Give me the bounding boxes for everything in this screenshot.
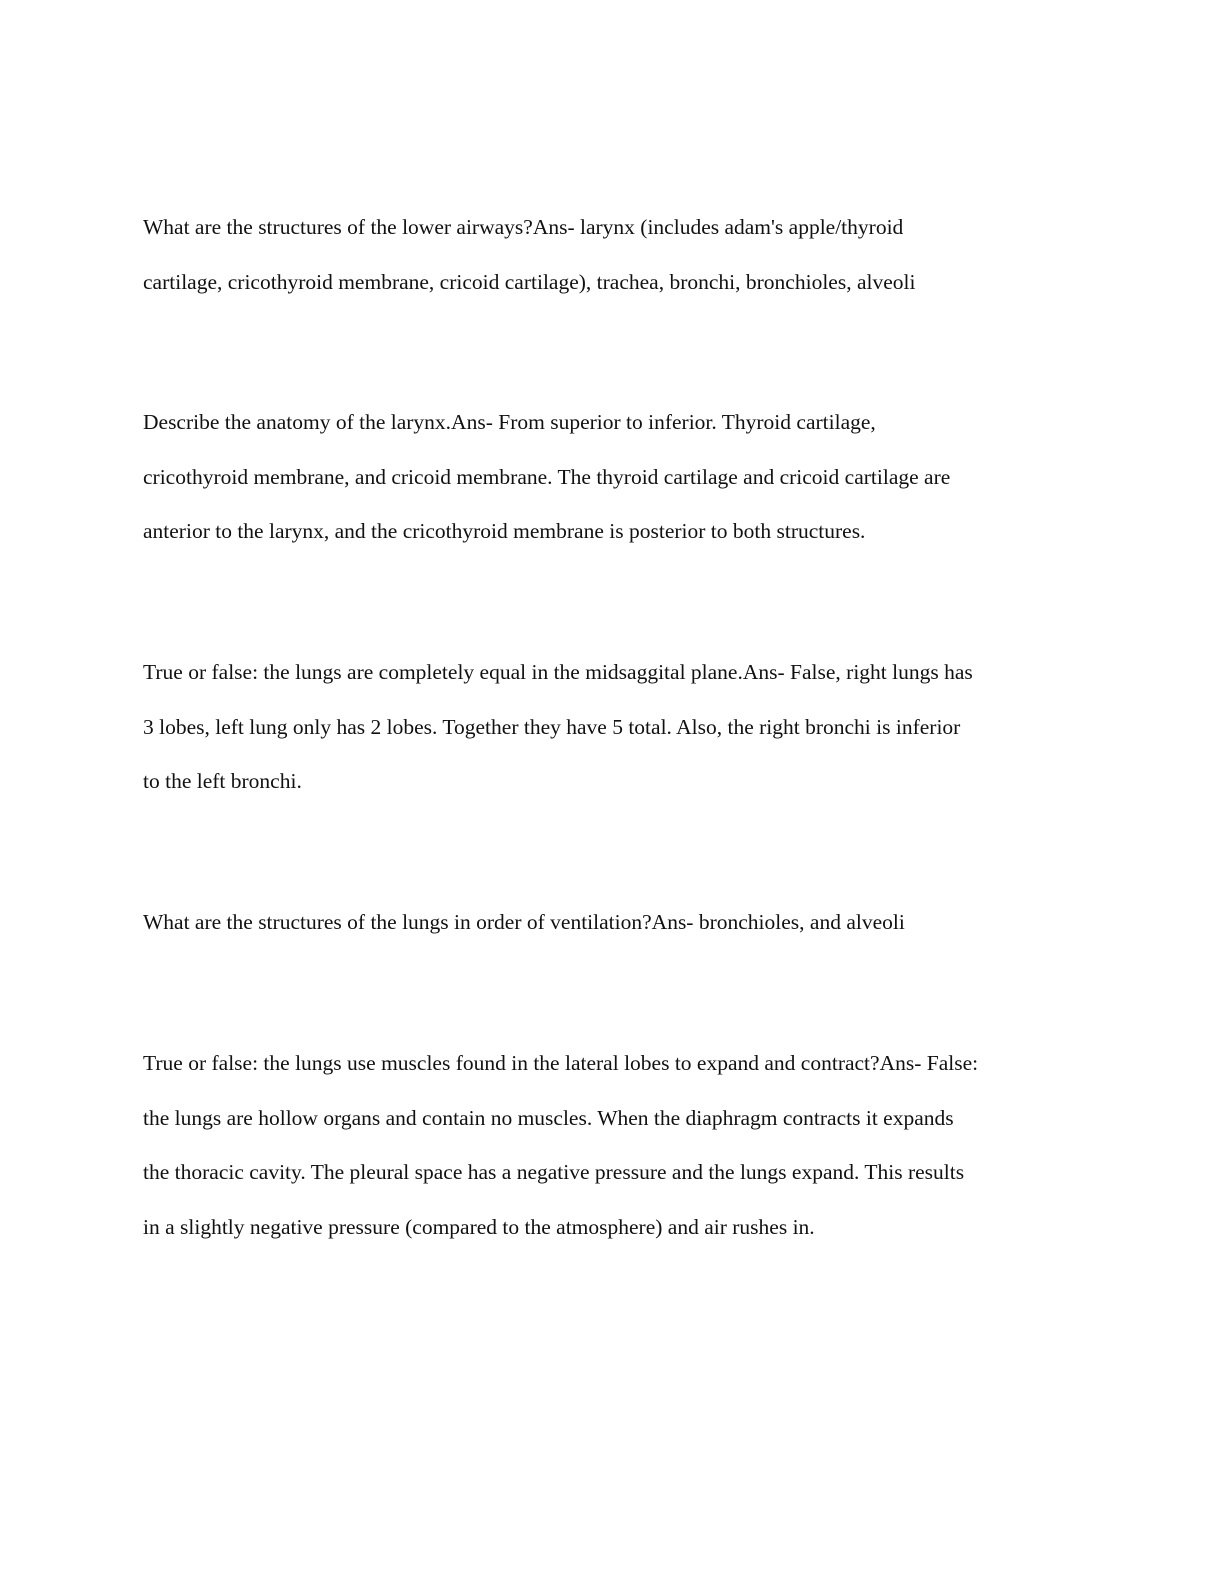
qa-paragraph	[143, 200, 1083, 309]
text-line: Describe the anatomy of the larynx.Ans- From superior to inferior. Thyroid cartilage,	[143, 410, 876, 434]
text-line: cartilage, cricothyroid membrane, cricoid cartilage), trachea, bronchi, bronchioles, alveoli	[143, 269, 916, 294]
text-line: 3 lobes, left lung only has 2 lobes. Together they have 5 total. Also, the right bronchi is inferior	[143, 714, 961, 739]
text-line: in a slightly negative pressure (compared to the atmosphere) and air rushes in.	[143, 1215, 815, 1240]
qa-paragraph	[143, 395, 1083, 559]
qa-paragraph	[143, 645, 1083, 809]
qa-paragraph	[143, 1036, 1083, 1255]
text-line: cricothyroid membrane, and cricoid membrane. The thyroid cartilage and cricoid cartilage are	[143, 464, 951, 489]
text-line: What are the structures of the lungs in order of ventilation?Ans- bronchioles, and alveoli	[143, 910, 905, 934]
text-line: the lungs are hollow organs and contain no muscles. When the diaphragm contracts it expands	[143, 1105, 954, 1130]
text-line: True or false: the lungs are completely equal in the midsaggital plane.Ans- False, right lungs has	[143, 660, 973, 684]
qa-paragraph	[143, 895, 1083, 950]
text-line: anterior to the larynx, and the cricothyroid membrane is posterior to both structures.	[143, 519, 866, 544]
text-line: What are the structures of the lower airways?Ans- larynx (includes adam's apple/thyroid	[143, 215, 904, 239]
text-line: the thoracic cavity. The pleural space has a negative pressure and the lungs expand. This results	[143, 1160, 965, 1185]
text-line: to the left bronchi.	[143, 769, 302, 794]
text-line: True or false: the lungs use muscles found in the lateral lobes to expand and contract?Ans- False:	[143, 1051, 979, 1075]
